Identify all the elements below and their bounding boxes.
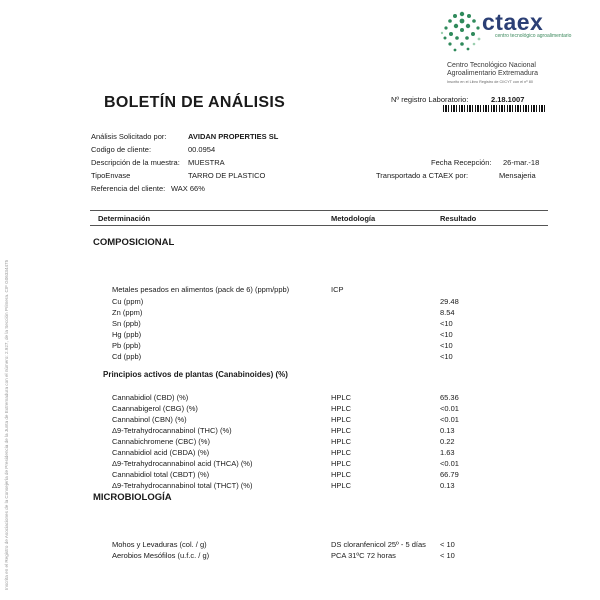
analyte-result: <10 xyxy=(440,319,453,328)
client-label: Descripción de la muestra: xyxy=(91,158,180,167)
logo-dots-mark xyxy=(438,8,486,56)
analyte-method: HPLC xyxy=(331,481,352,490)
section-microbiologia: MICROBIOLOGÍA xyxy=(93,492,172,503)
analyte-name: Cannabinol (CBN) (%) xyxy=(112,415,187,424)
analyte-result: <0.01 xyxy=(440,415,459,424)
center-name-line2: Agroalimentario Extremadura xyxy=(447,70,539,77)
center-name-line1: Centro Tecnológico Nacional xyxy=(447,62,536,69)
client-label: TipoEnvase xyxy=(91,171,131,180)
analyte-name: Δ9-Tetrahydrocannabinol (THC) (%) xyxy=(112,426,232,435)
client-value: 00.0954 xyxy=(188,145,216,154)
analyte-method: HPLC xyxy=(331,393,352,402)
client-value: MUESTRA xyxy=(188,158,225,167)
transport-label: Transportado a CTAEX por: xyxy=(376,171,469,180)
client-value: AVIDAN PROPERTIES SL xyxy=(188,132,279,141)
analyte-name: Caannabigerol (CBG) (%) xyxy=(112,404,198,413)
analyte-result: <10 xyxy=(440,352,453,361)
analyte-result: <0.01 xyxy=(440,404,459,413)
center-address: Inscrito en el Libro Registro de CIICYT con el nº 80 xyxy=(447,80,533,84)
analyte-name: Cannabidiol (CBD) (%) xyxy=(112,393,189,402)
analyte-result: 65.36 xyxy=(440,393,459,402)
analyte-name: Δ9-Tetrahydrocannabinol total (THCT) (%) xyxy=(112,481,253,490)
analyte-method: HPLC xyxy=(331,459,352,468)
column-header-determinacion: Determinación xyxy=(98,214,151,223)
client-label: Codigo de cliente: xyxy=(91,145,152,154)
fecha-recepcion-value: 26-mar.-18 xyxy=(503,158,540,167)
analyte-result: < 10 xyxy=(440,540,455,549)
client-value: WAX 66% xyxy=(171,184,205,193)
analyte-name: Mohos y Levaduras (col. / g) xyxy=(112,540,207,549)
analyte-result: <10 xyxy=(440,330,453,339)
analyte-name: Cannabidiol acid (CBDA) (%) xyxy=(112,448,210,457)
registro-label: Nº registro Laboratorio: xyxy=(391,95,469,104)
analyte-method: HPLC xyxy=(331,426,352,435)
analyte-method: HPLC xyxy=(331,448,352,457)
header-bottom-rule xyxy=(90,225,548,226)
analyte-result: 66.79 xyxy=(440,470,459,479)
analyte-result: <10 xyxy=(440,341,453,350)
analyte-result: 0.22 xyxy=(440,437,455,446)
analyte-name: Cd (ppb) xyxy=(112,352,142,361)
analyte-name: Cu (ppm) xyxy=(112,297,144,306)
analyte-name: Aerobios Mesófilos (u.f.c. / g) xyxy=(112,551,210,560)
side-registry-note: Inscrita en el Registro de Asociaciones de la Consejería de Presidencia de la Junta de Extremadura con el número: 2.927, de la Sección Primera. CIF G06334475 xyxy=(4,259,9,590)
transport-value: Mensajeria xyxy=(499,171,536,180)
logo-tagline: centro tecnológico agroalimentario xyxy=(495,33,572,39)
principios-heading: Principios activos de plantas (Canabinoides) (%) xyxy=(103,370,288,379)
metales-label: Metales pesados en alimentos (pack de 6) (ppm/ppb) xyxy=(112,285,290,294)
header-top-rule xyxy=(90,210,548,211)
analyte-method: PCA 31ºC 72 horas xyxy=(331,551,396,560)
analyte-name: Zn (ppm) xyxy=(112,308,143,317)
analyte-result: 0.13 xyxy=(440,481,455,490)
analyte-result: 29.48 xyxy=(440,297,459,306)
analyte-method: DS cloranfenicol 25º - 5 días xyxy=(331,540,426,549)
registro-value: 2.18.1007 xyxy=(491,95,525,104)
analyte-method: HPLC xyxy=(331,404,352,413)
analyte-name: Cannabidiol total (CBDT) (%) xyxy=(112,470,210,479)
analyte-result: 8.54 xyxy=(440,308,455,317)
analyte-result: <0.01 xyxy=(440,459,459,468)
analyte-method: HPLC xyxy=(331,470,352,479)
column-header-metodologia: Metodología xyxy=(331,214,376,223)
analyte-name: Hg (ppb) xyxy=(112,330,142,339)
analyte-name: Δ9-Tetrahydrocannabinol acid (THCA) (%) xyxy=(112,459,253,468)
logo-wordmark: ctaex xyxy=(482,9,544,35)
analyte-name: Cannabichromene (CBC) (%) xyxy=(112,437,210,446)
analyte-result: < 10 xyxy=(440,551,455,560)
client-value: TARRO DE PLASTICO xyxy=(188,171,266,180)
column-header-resultado: Resultado xyxy=(440,214,477,223)
fecha-recepcion-label: Fecha Recepción: xyxy=(431,158,492,167)
client-label: Referencia del cliente: xyxy=(91,184,166,193)
section-composicional: COMPOSICIONAL xyxy=(93,237,175,248)
analyte-method: HPLC xyxy=(331,437,352,446)
analyte-name: Sn (ppb) xyxy=(112,319,141,328)
analyte-result: 1.63 xyxy=(440,448,455,457)
analyte-result: 0.13 xyxy=(440,426,455,435)
client-label: Análisis Solicitado por: xyxy=(91,132,167,141)
analyte-method: HPLC xyxy=(331,415,352,424)
document-title: BOLETÍN DE ANÁLISIS xyxy=(104,94,286,111)
barcode xyxy=(443,105,545,112)
metales-method: ICP xyxy=(331,285,344,294)
analyte-name: Pb (ppb) xyxy=(112,341,141,350)
